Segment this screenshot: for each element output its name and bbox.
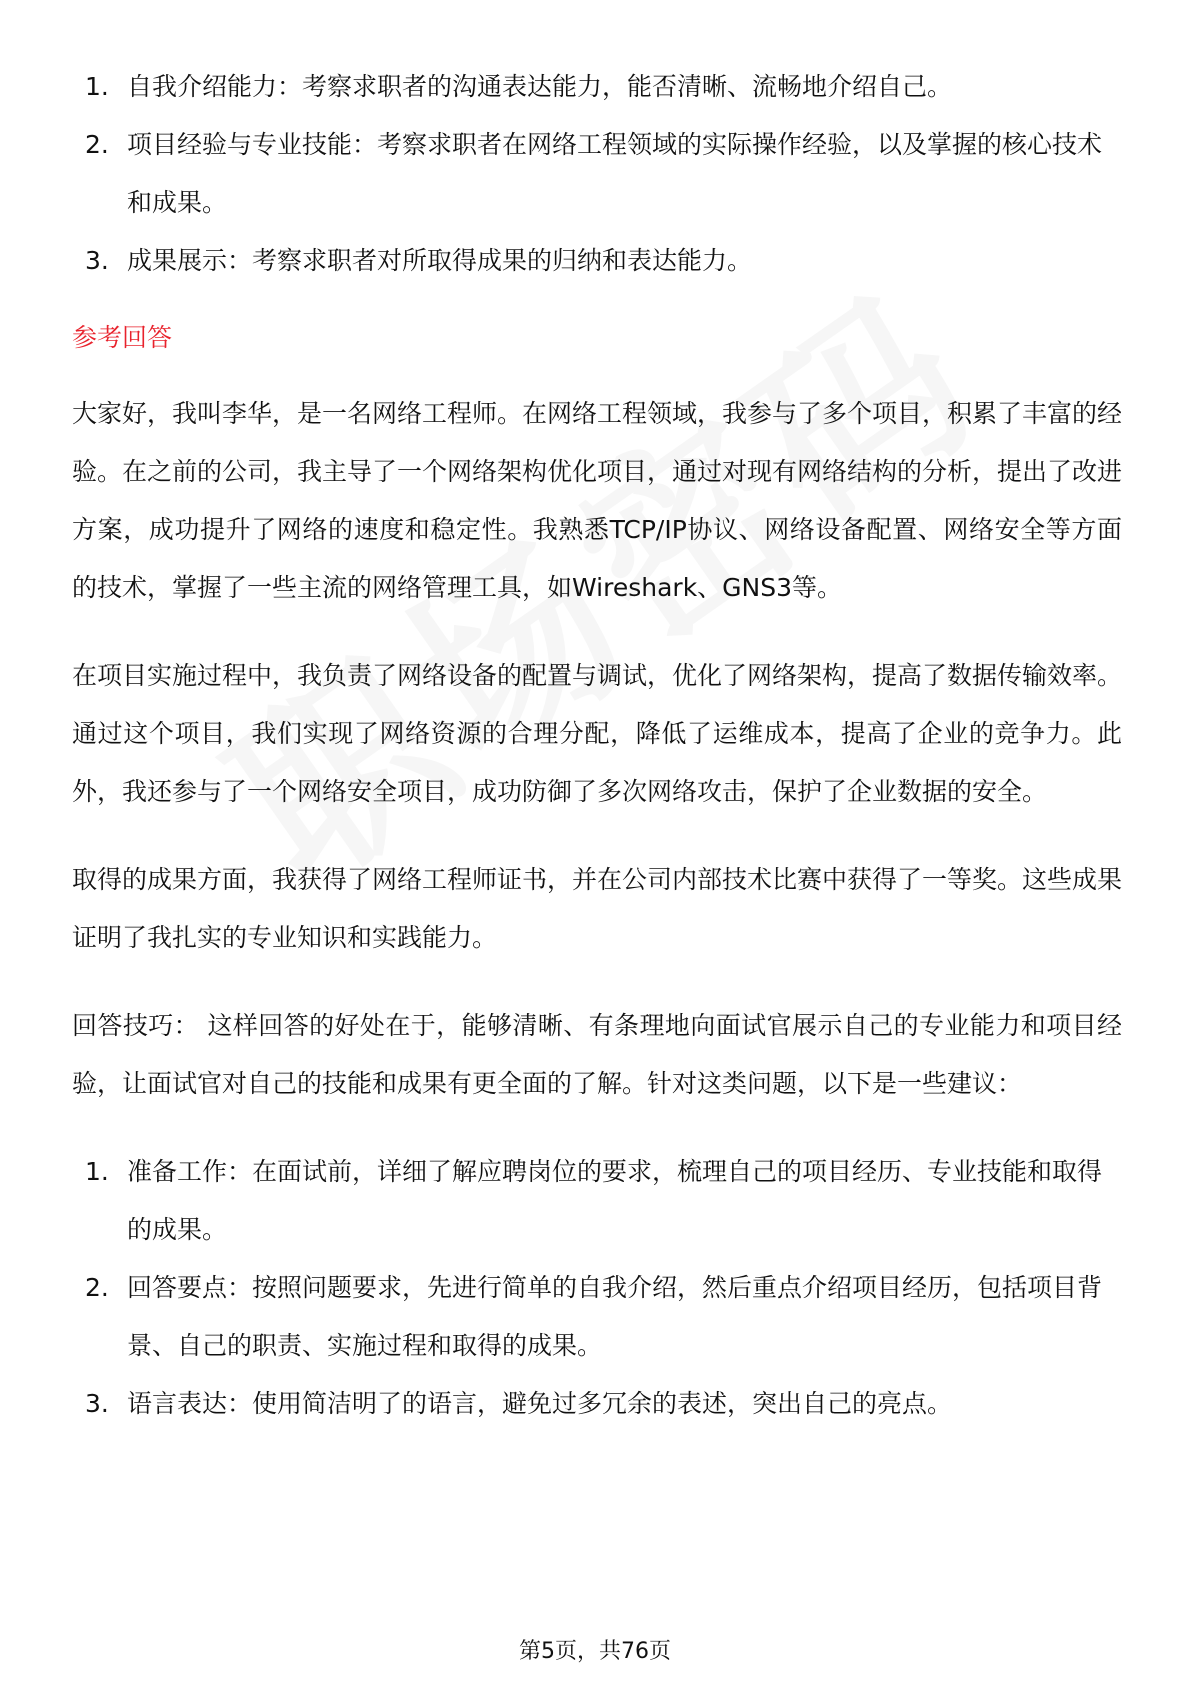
list-number: 2. [85,130,109,159]
answer-paragraph: 大家好，我叫李华，是一名网络工程师。在网络工程领域，我参与了多个项目，积累了丰富的经验。在之前的公司，我主导了一个网络架构优化项目，通过对现有网络结构的分析，提出了改进方案，成功提升了网络的速度和稳定性。我熟悉TCP/IP协议、网络设备配置、网络安全等方面的技术，掌握了一些主流的网络管理工具，如Wireshark、GNS3等。 [72,399,1123,602]
list-number: 3. [85,1389,109,1418]
list-item [72,1259,1122,1375]
evaluation-points-list [72,58,1122,290]
page-number: 第5页，共76页 [519,1639,671,1664]
answer-paragraph: 在项目实施过程中，我负责了网络设备的配置与调试，优化了网络架构，提高了数据传输效率。通过这个项目，我们实现了网络资源的合理分配，降低了运维成本，提高了企业的竞争力。此外，我还参与了一个网络安全项目，成功防御了多次网络攻击，保护了企业数据的安全。 [72,661,1123,806]
list-item-text: 成果展示：考察求职者对所取得成果的归纳和表达能力。 [127,246,753,275]
list-item-text: 回答要点：按照问题要求，先进行简单的自我介绍，然后重点介绍项目经历，包括项目背景、自己的职责、实施过程和取得的成果。 [127,1273,1103,1360]
list-item [72,1375,1122,1433]
list-item [72,1143,1122,1259]
list-item [72,58,1122,116]
list-number: 1. [85,1157,109,1186]
list-item-text: 项目经验与专业技能：考察求职者在网络工程领域的实际操作经验，以及掌握的核心技术和成果。 [127,130,1103,217]
list-number: 1. [85,72,109,101]
list-number: 2. [85,1273,109,1302]
answer-paragraph: 取得的成果方面，我获得了网络工程师证书，并在公司内部技术比赛中获得了一等奖。这些成果证明了我扎实的专业知识和实践能力。 [72,865,1123,952]
list-item [72,116,1122,232]
list-number: 3. [85,246,109,275]
list-item-text: 语言表达：使用简洁明了的语言，避免过多冗余的表述，突出自己的亮点。 [127,1389,953,1418]
section-title: 参考回答 [72,323,173,352]
list-item-text: 自我介绍能力：考察求职者的沟通表达能力，能否清晰、流畅地介绍自己。 [127,72,953,101]
suggestions-list [72,1143,1122,1433]
list-item [72,232,1122,290]
page-content [72,58,1122,1433]
tips-paragraph: 回答技巧： 这样回答的好处在于，能够清晰、有条理地向面试官展示自己的专业能力和项目经验，让面试官对自己的技能和成果有更全面的了解。针对这类问题，以下是一些建议： [72,1011,1122,1098]
list-item-text: 准备工作：在面试前，详细了解应聘岗位的要求，梳理自己的项目经历、专业技能和取得的成果。 [127,1157,1103,1244]
